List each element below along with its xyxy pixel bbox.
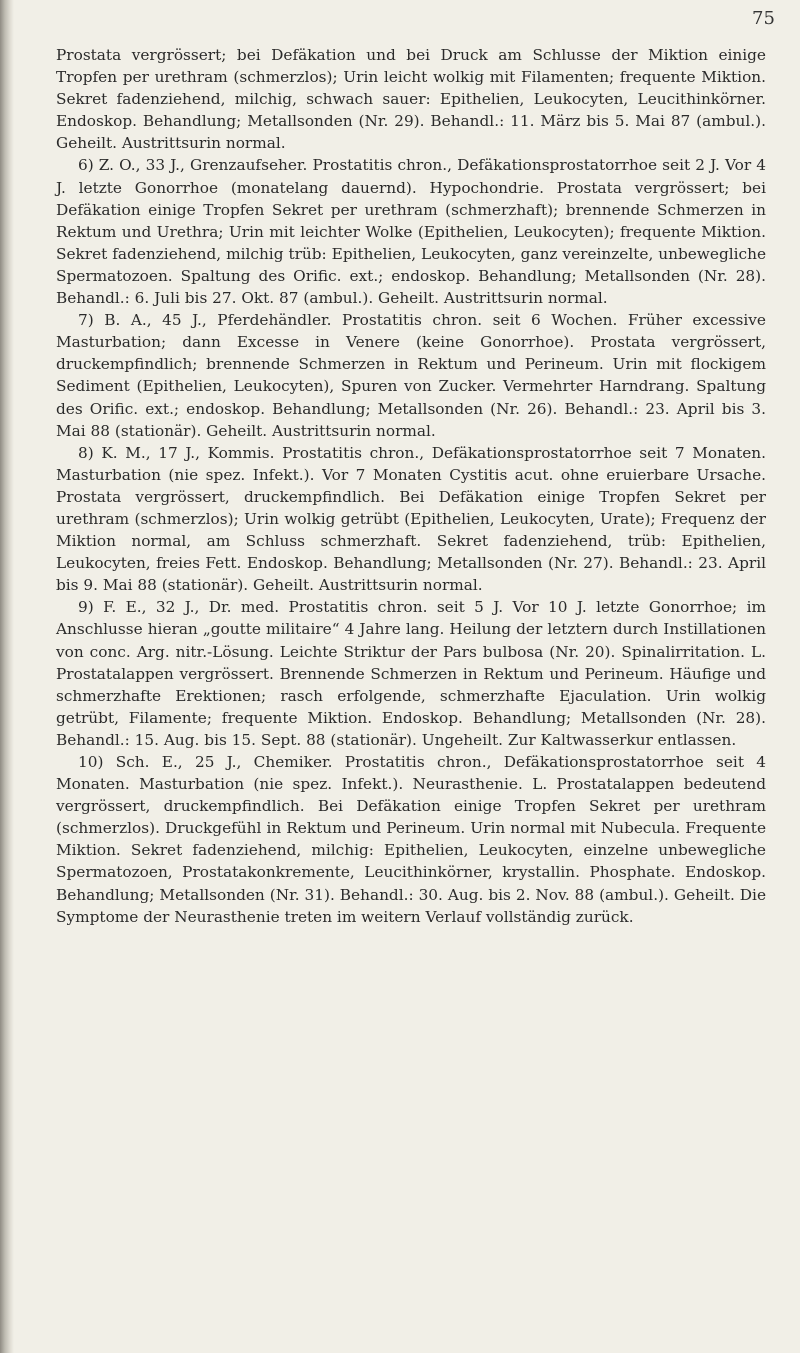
case-paragraph: 6) Z. O., 33 J., Grenzaufseher. Prostatitis chron., Defäkationsprostatorrhoe seit 2 J. Vor 4 J. letzte Gonorrhoe (monatelang dauernd). Hypochondrie. Prostata vergrössert; bei Defäkation einige Tropfen Sekret per urethram (schmerzhaft); brennende Schmerzen in Rektum und Urethra; Urin mit leichter Wolke (Epithelien, Leukocyten); frequente Miktion. Sekret fadenziehend, milchig trüb: Epithelien, Leukocyten, ganz vereinzelte, unbewegliche Spermatozoen. Spaltung des Orific. ext.; endoskop. Behandlung; Metallsonden (Nr. 28). Behandl.: 6. Juli bis 27. Okt. 87 (ambul.). Geheilt. Austrittsurin normal. [56, 156, 766, 308]
case-entry-10 [56, 751, 766, 928]
case-paragraph: 9) F. E., 32 J., Dr. med. Prostatitis chron. seit 5 J. Vor 10 J. letzte Gonorrhoe; im Anschlusse hieran „goutte militaire“ 4 Jahre lang. Heilung der letztern durch Instillationen von conc. Arg. nitr.-Lösung. Leichte Striktur der Pars bulbosa (Nr. 20). Spinalirritation. L. Prostatalappen vergrössert. Brennende Schmerzen in Rektum und Perineum. Häufige und schmerzhafte Erektionen; rasch erfolgende, schmerzhafte Ejaculation. Urin wolkig getrübt, Filamente; frequente Miktion. Endoskop. Behandlung; Metallsonden (Nr. 28). Behandl.: 15. Aug. bis 15. Sept. 88 (stationär). Ungeheilt. Zur Kaltwasserkur entlassen. [56, 598, 766, 749]
case-entry-9 [56, 596, 766, 751]
page-number: 75 [752, 8, 775, 29]
body-text [56, 44, 766, 928]
page-binding-edge [0, 0, 14, 1353]
case-entry-8 [56, 442, 766, 597]
case-paragraph: 7) B. A., 45 J., Pferdehändler. Prostatitis chron. seit 6 Wochen. Früher excessive Masturbation; dann Excesse in Venere (keine Gonorrhoe). Prostata vergrössert, druckempfindlich; brennende Schmerzen in Rektum und Perineum. Urin mit flockigem Sediment (Epithelien, Leukocyten), Spuren von Zucker. Vermehrter Harndrang. Spaltung des Orific. ext.; endoskop. Behandlung; Metallsonden (Nr. 26). Behandl.: 23. April bis 3. Mai 88 (stationär). Geheilt. Austrittsurin normal. [56, 311, 766, 440]
case-entry-6 [56, 154, 766, 309]
case-entry-continuation [56, 44, 766, 154]
case-paragraph: 8) K. M., 17 J., Kommis. Prostatitis chron., Defäkationsprostatorrhoe seit 7 Monaten. Masturbation (nie spez. Infekt.). Vor 7 Monaten Cystitis acut. ohne eruierbare Ursache. Prostata vergrössert, druckempfindlich. Bei Defäkation einige Tropfen Sekret per urethram (schmerzlos); Urin wolkig getrübt (Epithelien, Leukocyten, Urate); Frequenz der Miktion normal, am Schluss schmerzhaft. Sekret fadenziehend, trüb: Epithelien, Leukocyten, freies Fett. Endoskop. Behandlung; Metallsonden (Nr. 27). Behandl.: 23. April bis 9. Mai 88 (stationär). Geheilt. Austrittsurin normal. [56, 443, 766, 595]
case-entry-7 [56, 309, 766, 442]
case-paragraph: Prostata vergrössert; bei Defäkation und bei Druck am Schlusse der Miktion einige Tropfen per urethram (schmerzlos); Urin leicht wolkig mit Filamenten; frequente Miktion. Sekret fadenziehend, milchig, schwach sauer: Epithelien, Leukocyten, Leucithinkörner. Endoskop. Behandlung; Metallsonden (Nr. 29). Behandl.: 11. März bis 5. Mai 87 (ambul.). Geheilt. Austrittsurin normal. [56, 46, 766, 153]
case-paragraph: 10) Sch. E., 25 J., Chemiker. Prostatitis chron., Defäkationsprostatorrhoe seit 4 Monaten. Masturbation (nie spez. Infekt.). Neurasthenie. L. Prostatalappen bedeutend vergrössert, druckempfindlich. Bei Defäkation einige Tropfen Sekret per urethram (schmerzlos). Druckgefühl in Rektum und Perineum. Urin normal mit Nubecula. Frequente Miktion. Sekret fadenziehend, milchig: Epithelien, Leukocyten, einzelne unbewegliche Spermatozoen, Prostatakonkremente, Leucithinkörner, krystallin. Phosphate. Endoskop. Behandlung; Metallsonden (Nr. 31). Behandl.: 30. Aug. bis 2. Nov. 88 (ambul.). Geheilt. Die Symptome der Neurasthenie treten im weitern Verlauf vollständig zurück. [56, 753, 766, 926]
